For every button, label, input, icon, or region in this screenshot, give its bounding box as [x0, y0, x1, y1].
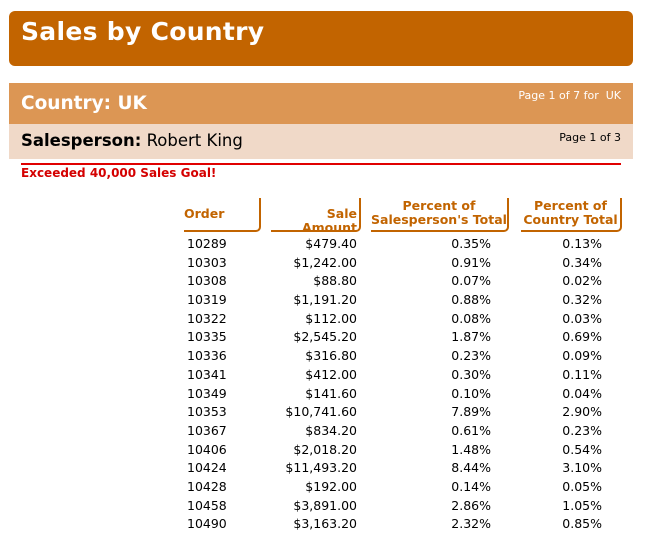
percent-country-cell: 0.09% [562, 348, 602, 364]
percent-salesperson-cell: 0.91% [451, 254, 491, 270]
amount-cell: $834.20 [305, 422, 357, 438]
percent-country-cell: 0.04% [562, 385, 602, 401]
amount-cell: $112.00 [305, 310, 357, 326]
country-header-bar [9, 83, 633, 124]
order-cell: 10322 [187, 310, 227, 326]
amount-cell: $141.60 [305, 385, 357, 401]
table-row [0, 402, 645, 421]
table-row [0, 234, 645, 253]
percent-country-cell: 1.05% [562, 497, 602, 513]
percent-country-cell: 3.10% [562, 460, 602, 476]
report-title: Sales by Country [21, 17, 265, 46]
column-header-percent-salesperson [371, 198, 509, 232]
table-row [0, 514, 645, 533]
amount-cell: $88.80 [313, 273, 357, 289]
percent-country-cell: 0.05% [562, 478, 602, 494]
amount-cell: $479.40 [305, 236, 357, 251]
order-cell: 10406 [187, 441, 227, 457]
percent-salesperson-cell: 0.14% [451, 478, 491, 494]
salesperson-label: Salesperson: [21, 131, 142, 150]
percent-country-cell: 0.11% [562, 366, 602, 382]
goal-message: Exceeded 40,000 Sales Goal! [21, 166, 217, 180]
percent-country-cell: 0.34% [562, 254, 602, 270]
table-row [0, 346, 645, 365]
percent-salesperson-cell: 0.61% [451, 422, 491, 438]
order-cell: 10303 [187, 254, 227, 270]
salesperson-heading [21, 131, 243, 150]
percent-salesperson-cell: 8.44% [451, 460, 491, 476]
table-row [0, 253, 645, 272]
percent-country-cell: 0.54% [562, 441, 602, 457]
order-cell: 10349 [187, 385, 227, 401]
percent-salesperson-cell: 0.23% [451, 348, 491, 364]
percent-salesperson-cell: 1.87% [451, 329, 491, 345]
percent-country-cell: 0.85% [562, 516, 602, 532]
table-row [0, 271, 645, 290]
order-cell: 10424 [187, 460, 227, 476]
table-row [0, 458, 645, 477]
table-row [0, 290, 645, 309]
percent-salesperson-cell: 2.86% [451, 497, 491, 513]
amount-cell: $2,545.20 [293, 329, 357, 345]
percent-country-cell: 2.90% [562, 404, 602, 420]
percent-salesperson-cell: 2.32% [451, 516, 491, 532]
order-cell: 10308 [187, 273, 227, 289]
percent-country-cell: 0.23% [562, 422, 602, 438]
percent-salesperson-cell: 0.10% [451, 385, 491, 401]
table-row [0, 327, 645, 346]
percent-salesperson-cell: 0.08% [451, 310, 491, 326]
order-cell: 10319 [187, 292, 227, 308]
report-title-bar [9, 11, 633, 66]
percent-salesperson-cell: 1.48% [451, 441, 491, 457]
order-cell: 10289 [187, 236, 227, 251]
country-page-info: Page 1 of 7 for UK [518, 89, 621, 102]
country-heading: Country: UK [21, 93, 147, 114]
amount-cell: $412.00 [305, 366, 357, 382]
order-cell: 10367 [187, 422, 227, 438]
column-header-percent-country [521, 198, 622, 232]
sales-table-body [0, 234, 645, 533]
amount-cell: $3,163.20 [293, 516, 357, 532]
amount-cell: $11,493.20 [285, 460, 357, 476]
order-cell: 10341 [187, 366, 227, 382]
column-header-order: Order [184, 198, 261, 232]
percent-country-cell: 0.02% [562, 273, 602, 289]
order-cell: 10458 [187, 497, 227, 513]
amount-cell: $3,891.00 [293, 497, 357, 513]
salesperson-name: Robert King [146, 131, 243, 150]
column-header-percent-country-line2: Country Total [523, 212, 618, 227]
order-cell: 10336 [187, 348, 227, 364]
table-row [0, 365, 645, 384]
table-row [0, 421, 645, 440]
column-header-percent-country-line1: Percent of [534, 198, 607, 213]
amount-cell: $2,018.20 [293, 441, 357, 457]
percent-salesperson-cell: 0.30% [451, 366, 491, 382]
percent-country-cell: 0.13% [562, 236, 602, 251]
salesperson-page-info: Page 1 of 3 [559, 131, 621, 144]
column-header-sale-amount: Sale Amount [271, 198, 361, 232]
amount-cell: $1,242.00 [293, 254, 357, 270]
amount-cell: $316.80 [305, 348, 357, 364]
column-header-percent-salesperson-line2: Salesperson's Total [371, 212, 507, 227]
percent-salesperson-cell: 7.89% [451, 404, 491, 420]
table-row [0, 477, 645, 496]
salesperson-header-bar [9, 124, 633, 159]
percent-salesperson-cell: 0.35% [451, 236, 491, 251]
percent-salesperson-cell: 0.07% [451, 273, 491, 289]
order-cell: 10428 [187, 478, 227, 494]
amount-cell: $10,741.60 [285, 404, 357, 420]
order-cell: 10353 [187, 404, 227, 420]
table-row [0, 440, 645, 459]
amount-cell: $1,191.20 [293, 292, 357, 308]
percent-country-cell: 0.69% [562, 329, 602, 345]
order-cell: 10335 [187, 329, 227, 345]
goal-divider [21, 163, 621, 165]
table-row [0, 496, 645, 515]
order-cell: 10490 [187, 516, 227, 532]
table-row [0, 384, 645, 403]
table-row [0, 309, 645, 328]
amount-cell: $192.00 [305, 478, 357, 494]
percent-salesperson-cell: 0.88% [451, 292, 491, 308]
column-header-percent-salesperson-line1: Percent of [402, 198, 476, 213]
percent-country-cell: 0.32% [562, 292, 602, 308]
percent-country-cell: 0.03% [562, 310, 602, 326]
